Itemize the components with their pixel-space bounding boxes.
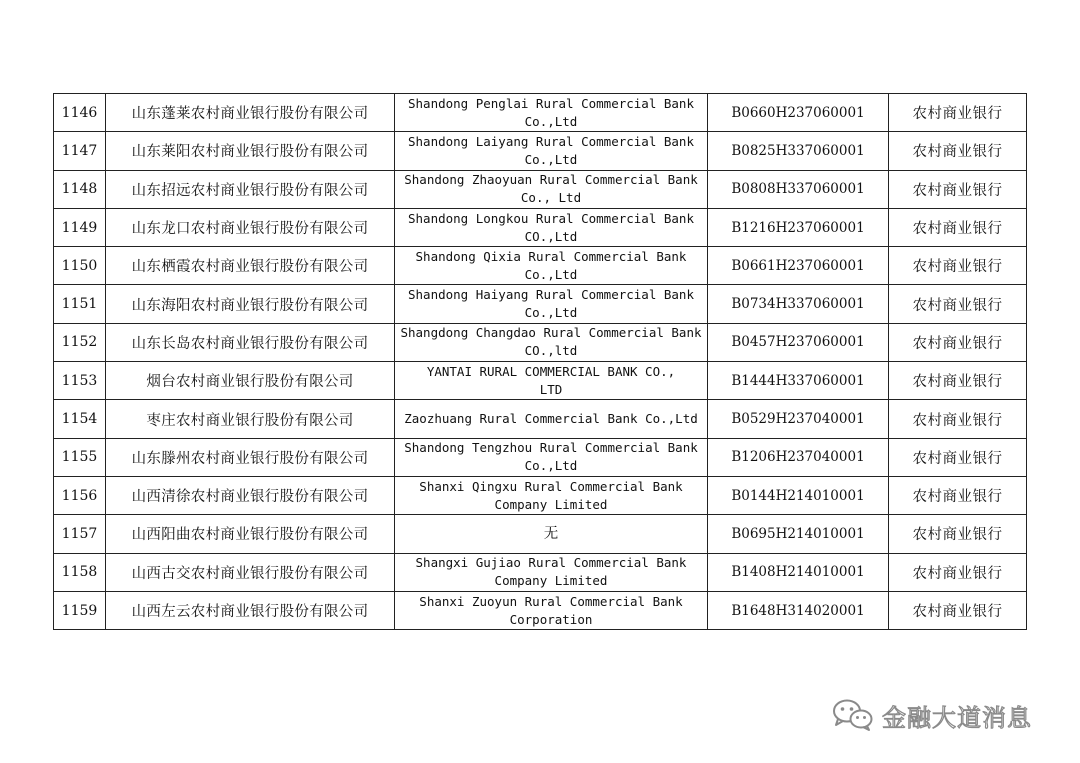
bank-name-english [395, 170, 708, 208]
bank-name-chinese: 山东滕州农村商业银行股份有限公司 [106, 438, 395, 476]
row-number: 1157 [54, 515, 106, 553]
bank-name-chinese: 山东蓬莱农村商业银行股份有限公司 [106, 94, 395, 132]
institution-code: B0825H337060001 [708, 132, 889, 170]
english-name-line: Co.,Ltd [524, 113, 578, 129]
table-row [54, 400, 1027, 438]
institution-type: 农村商业银行 [889, 438, 1027, 476]
row-number: 1150 [54, 247, 106, 285]
english-name-line: Co., Ltd [520, 190, 582, 206]
bank-name-english [395, 94, 708, 132]
english-name-line: Shandong Haiyang Rural Commercial Bank [408, 287, 694, 303]
institution-code: B0529H237040001 [708, 400, 889, 438]
institution-type: 农村商业银行 [889, 553, 1027, 591]
table-row [54, 362, 1027, 400]
institution-type: 农村商业银行 [889, 132, 1027, 170]
bank-name-english [395, 438, 708, 476]
row-number: 1152 [54, 323, 106, 361]
english-name-line: CO.,Ltd [524, 228, 578, 244]
row-number: 1148 [54, 170, 106, 208]
bank-name-english [395, 323, 708, 361]
english-name-line: Co.,Ltd [524, 151, 578, 167]
institution-code: B1216H237060001 [708, 208, 889, 246]
row-number: 1146 [54, 94, 106, 132]
institution-code: B0661H237060001 [708, 247, 889, 285]
institution-type: 农村商业银行 [889, 362, 1027, 400]
english-name-line: Shangxi Gujiao Rural Commercial Bank [415, 555, 687, 571]
institution-code: B0695H214010001 [708, 515, 889, 553]
table-body [54, 94, 1027, 630]
bank-name-chinese: 山西阳曲农村商业银行股份有限公司 [106, 515, 395, 553]
bank-name-english [395, 553, 708, 591]
english-name-line: 无 [543, 525, 559, 542]
institution-type: 农村商业银行 [889, 591, 1027, 629]
row-number: 1151 [54, 285, 106, 323]
table-row [54, 553, 1027, 591]
institution-type: 农村商业银行 [889, 515, 1027, 553]
english-name-line: Shandong Penglai Rural Commercial Bank [408, 95, 694, 111]
institution-type: 农村商业银行 [889, 247, 1027, 285]
english-name-line: Co.,Ltd [524, 305, 578, 321]
bank-name-english [395, 247, 708, 285]
bank-name-english [395, 515, 708, 553]
institution-code: B1206H237040001 [708, 438, 889, 476]
row-number: 1153 [54, 362, 106, 400]
bank-name-english [395, 208, 708, 246]
row-number: 1159 [54, 591, 106, 629]
bank-name-english [395, 400, 708, 438]
bank-name-chinese: 山东长岛农村商业银行股份有限公司 [106, 323, 395, 361]
english-name-line: Shandong Zhaoyuan Rural Commercial Bank [404, 172, 698, 188]
row-number: 1154 [54, 400, 106, 438]
watermark [832, 698, 1032, 732]
english-name-line: Shanxi Zuoyun Rural Commercial Bank [419, 593, 683, 609]
bank-name-english [395, 132, 708, 170]
english-name-line: Shandong Tengzhou Rural Commercial Bank [404, 440, 698, 456]
english-name-line: Shandong Qixia Rural Commercial Bank [415, 248, 687, 264]
english-name-line: Shandong Longkou Rural Commercial Bank [408, 210, 694, 226]
institution-type: 农村商业银行 [889, 476, 1027, 514]
english-name-line: Shanxi Qingxu Rural Commercial Bank [419, 478, 683, 494]
bank-name-english [395, 362, 708, 400]
institution-code: B0808H337060001 [708, 170, 889, 208]
table-row [54, 591, 1027, 629]
institution-code: B0144H214010001 [708, 476, 889, 514]
bank-name-english [395, 591, 708, 629]
english-name-line: Company Limited [494, 573, 608, 589]
institution-type: 农村商业银行 [889, 170, 1027, 208]
english-name-line: Zaozhuang Rural Commercial Bank Co.,Ltd [404, 411, 698, 427]
table-row [54, 515, 1027, 553]
institution-type: 农村商业银行 [889, 208, 1027, 246]
institution-code: B1408H214010001 [708, 553, 889, 591]
bank-name-chinese: 山东莱阳农村商业银行股份有限公司 [106, 132, 395, 170]
table-row [54, 285, 1027, 323]
table-row [54, 170, 1027, 208]
bank-name-chinese: 山西清徐农村商业银行股份有限公司 [106, 476, 395, 514]
institution-type: 农村商业银行 [889, 285, 1027, 323]
bank-name-english [395, 285, 708, 323]
row-number: 1156 [54, 476, 106, 514]
bank-name-chinese: 山东海阳农村商业银行股份有限公司 [106, 285, 395, 323]
institution-type: 农村商业银行 [889, 94, 1027, 132]
bank-name-chinese: 山东招远农村商业银行股份有限公司 [106, 170, 395, 208]
english-name-line: Shangdong Changdao Rural Commercial Bank [400, 325, 702, 341]
row-number: 1149 [54, 208, 106, 246]
table-row [54, 438, 1027, 476]
watermark-text: 金融大道消息 [882, 703, 1032, 732]
institution-code: B1648H314020001 [708, 591, 889, 629]
institution-code: B0457H237060001 [708, 323, 889, 361]
table-row [54, 94, 1027, 132]
institution-type: 农村商业银行 [889, 400, 1027, 438]
english-name-line: LTD [539, 381, 563, 397]
table-row [54, 132, 1027, 170]
row-number: 1158 [54, 553, 106, 591]
bank-name-chinese: 山西古交农村商业银行股份有限公司 [106, 553, 395, 591]
english-name-line: CO.,ltd [524, 343, 578, 359]
bank-name-chinese: 山西左云农村商业银行股份有限公司 [106, 591, 395, 629]
english-name-line: Co.,Ltd [524, 266, 578, 282]
english-name-line: Company Limited [494, 496, 608, 512]
english-name-line: Shandong Laiyang Rural Commercial Bank [408, 133, 694, 149]
institution-code: B0660H237060001 [708, 94, 889, 132]
english-name-line: Co.,Ltd [524, 458, 578, 474]
bank-name-chinese: 烟台农村商业银行股份有限公司 [106, 362, 395, 400]
bank-registry-table [53, 93, 1027, 630]
table-row [54, 247, 1027, 285]
english-name-line: Corporation [509, 611, 593, 627]
table-row [54, 208, 1027, 246]
row-number: 1155 [54, 438, 106, 476]
institution-type: 农村商业银行 [889, 323, 1027, 361]
table-row [54, 476, 1027, 514]
bank-name-chinese: 山东龙口农村商业银行股份有限公司 [106, 208, 395, 246]
row-number: 1147 [54, 132, 106, 170]
english-name-line: YANTAI RURAL COMMERCIAL BANK CO., [426, 363, 676, 379]
wechat-icon [832, 698, 874, 732]
bank-name-chinese: 枣庄农村商业银行股份有限公司 [106, 400, 395, 438]
bank-name-chinese: 山东栖霞农村商业银行股份有限公司 [106, 247, 395, 285]
institution-code: B1444H337060001 [708, 362, 889, 400]
institution-code: B0734H337060001 [708, 285, 889, 323]
bank-name-english [395, 476, 708, 514]
table-row [54, 323, 1027, 361]
